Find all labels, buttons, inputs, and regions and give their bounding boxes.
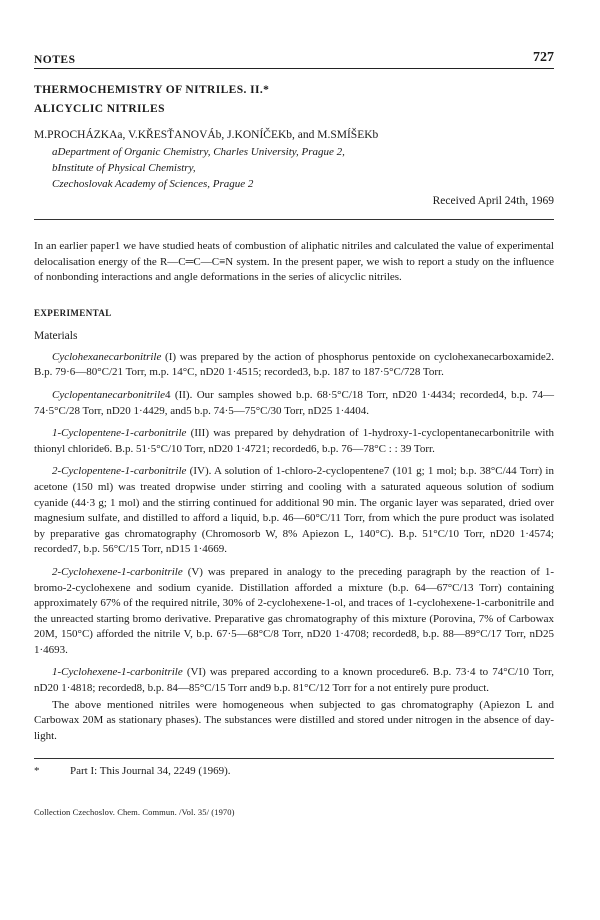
compound-paragraph-2 [34, 388, 554, 419]
journal-reference: Collection Czechoslov. Chem. Commun. /Vol. 35/ (1970) [34, 807, 235, 818]
compound-paragraph-1 [34, 350, 554, 381]
closing-paragraph: The above mentioned nitriles were homogeneous when subjected to gas chromatography (Apiezon L and Carbowax 20M as stationary phases). The substances were distilled and stored under nitrogen in the absence of day-light. [34, 698, 554, 742]
affiliation-2: bInstitute of Physical Chemistry, [52, 162, 196, 174]
page-number: 727 [533, 50, 554, 65]
compound-text: (I) was prepared by the action of phosphorus pentoxide on cyclohexanecarboxamide2. B.p. 79·6—80°C/21 Torr, m.p. 14°C, nD20 1·4515; recorded3, b.p. 187 to 187·5°C/728 Torr. [34, 350, 554, 379]
running-header [34, 44, 554, 66]
compound-text: (VI) was prepared according to a known procedure6. B.p. 73·4 to 74°C/10 Torr, nD20 1·4818; recorded8, b.p. 84—85°C/15 Torr and9 b.p. 81°C/12 Torr for a not entirely pure product. [34, 666, 554, 695]
section-label: NOTES [34, 54, 76, 66]
introduction-paragraph: In an earlier paper1 we have studied heats of combustion of aliphatic nitriles and calculated the value of experimental delocalisation energy of the R—C═C—C≡N system. In the present paper, we wish to report a study on the influence of nonbonding interactions and angle deformations in the series of alicyclic nitriles. [34, 240, 554, 284]
compound-text: (V) was prepared in analogy to the preceding paragraph by the reaction of 1-bromo-2-cyclohexene and sodium cyanide. Distillation afforded a mixture (b.p. 64—67°C/13 Torr) containing approximately 67% of the required nitrile, 30% of 2-cyclohexene-1-ol, and traces of 1-cyclohexene-1-carbonitrile and the unreacted starting bromo derivative. Preparative gas chromatography of this mixture (Porovina, 7% of Carbowax 20M, 150°C) afforded the nitrile V, b.p. 67·5—68°C/8 Torr, nD20 1·4708; recorded8, b.p. 88—89°C/17 Torr, nD25 1·4693. [34, 565, 554, 656]
compound-name: 1-Cyclopentene-1-carbonitrile [52, 427, 187, 440]
author-list: M.PROCHÁZKAa, V.KŘESŤANOVÁb, J.KONÍČEKb, and M.SMÍŠEKb [34, 129, 379, 141]
affiliation-1: aDepartment of Organic Chemistry, Charles University, Prague 2, [52, 146, 345, 158]
subsection-heading: Materials [34, 329, 78, 342]
footnote-rule [34, 758, 554, 759]
compound-paragraph-3 [34, 426, 554, 457]
compound-paragraph-4 [34, 464, 554, 558]
compound-name: 2-Cyclopentene-1-carbonitrile [52, 465, 187, 478]
compound-text: (III) was prepared by dehydration of 1-hydroxy-1-cyclopentanecarbonitrile with thionyl chloride6. B.p. 51·5°C/10 Torr, nD20 1·4721; recorded6, b.p. 76—78°C : : 39 Torr. [34, 427, 554, 455]
title-rule [34, 219, 554, 220]
footnote-text: Part I: This Journal 34, 2249 (1969). [70, 765, 231, 778]
compound-text: (IV). A solution of 1-chloro-2-cyclopentene7 (101 g; 1 mol; b.p. 38°C/44 Torr) in acetone (150 ml) was treated dropwise under stirring and cooling with a saturated aqueous solution of sodium cyanide (44·3 g; 1 mol) and the stirring continued for additional 90 min. The organic layer was separated, dried over magnesium sulfate, and distilled to afford a liquid, b.p. 46—60°C/11 Torr, from which the pure product was isolated by preparative gas chromatography (Chromosorb W, 8% Apiezon L, 140°C). B.p. 51°C/10 Torr, nD20 1·4574; recorded7, b.p. 56°C/15 Torr, nD15 1·4669. [34, 465, 554, 556]
compound-name: Cyclopentanecarbonitrile [52, 388, 166, 401]
compound-name: Cyclohexanecarbonitrile [52, 350, 162, 363]
header-rule [34, 68, 554, 69]
received-date: Received April 24th, 1969 [432, 195, 554, 207]
compound-paragraph-5 [34, 565, 554, 659]
compound-text: 4 (II). Our samples showed b.p. 68·5°C/18 Torr, nD20 1·4434; recorded4, b.p. 74—74·5°C/28 Torr, nD20 1·4429, and5 b.p. 74·5—75°C/30 Torr, nD25 1·4404. [34, 388, 554, 417]
compound-name: 2-Cyclohexene-1-carbonitrile [52, 565, 183, 578]
affiliations [34, 144, 554, 192]
title-line-1: THERMOCHEMISTRY OF NITRILES. II.* [34, 84, 270, 96]
footnote-mark: * [34, 765, 40, 778]
affiliation-3: Czechoslovak Academy of Sciences, Prague 2 [52, 178, 254, 190]
compound-paragraph-6 [34, 665, 554, 696]
section-heading: EXPERIMENTAL [34, 307, 112, 318]
page [34, 44, 554, 817]
article-title [34, 81, 554, 119]
footnote [34, 765, 554, 777]
compound-name: 1-Cyclohexene-1-carbonitrile [52, 666, 183, 679]
title-line-2: ALICYCLIC NITRILES [34, 103, 165, 115]
